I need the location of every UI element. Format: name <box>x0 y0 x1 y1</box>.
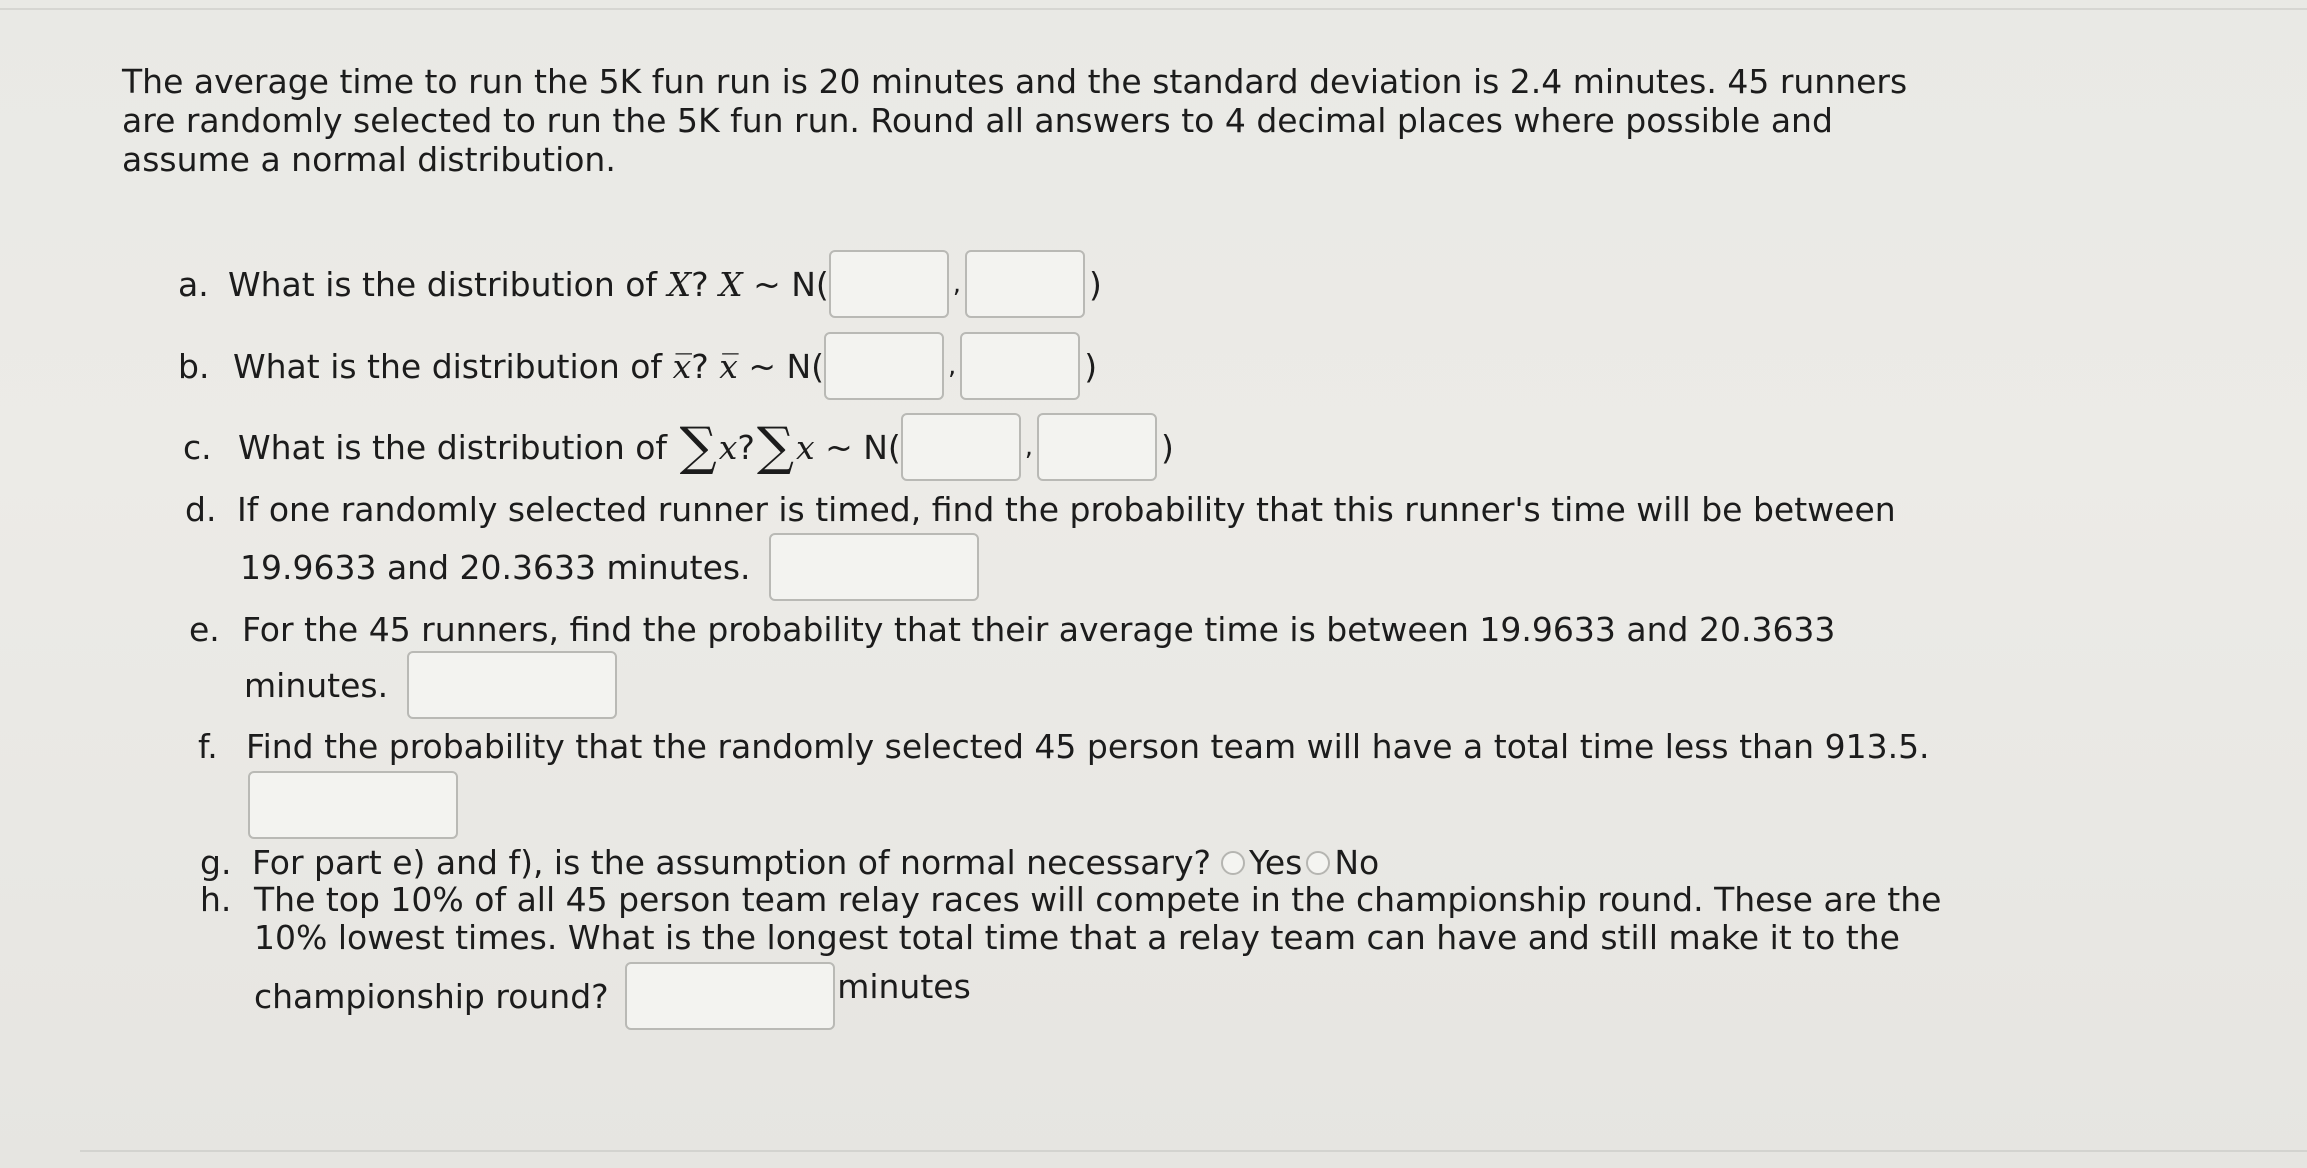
question-mark: ? <box>737 427 755 467</box>
yes-radio[interactable] <box>1221 851 1245 875</box>
answer-d-input[interactable] <box>769 533 979 601</box>
answer-f-input[interactable] <box>248 771 458 839</box>
question-a <box>178 250 1106 318</box>
answer-b-sd-input[interactable] <box>960 332 1080 400</box>
variable-xbar: x̅ <box>672 346 692 386</box>
variable-x-repeat: X <box>719 264 743 304</box>
close-paren: ) <box>1161 427 1174 467</box>
variable-x: x <box>718 427 738 467</box>
question-mark: ? <box>691 264 709 304</box>
question-g <box>200 843 1379 882</box>
question-c-letter: c. <box>183 427 212 467</box>
bottom-divider <box>80 1150 2307 1152</box>
normal-notation: ~ N( <box>825 427 901 467</box>
comma: , <box>948 351 957 381</box>
question-h-text3: championship round? <box>254 976 609 1016</box>
question-h <box>200 880 1941 919</box>
normal-notation: ~ N( <box>753 264 829 304</box>
no-radio[interactable] <box>1306 851 1330 875</box>
question-d-line2 <box>240 533 979 601</box>
normal-notation: ~ N( <box>748 346 825 386</box>
comma: , <box>952 269 962 299</box>
answer-h-input[interactable] <box>625 962 835 1030</box>
question-h-letter: h. <box>200 880 232 919</box>
question-e-letter: e. <box>189 610 220 649</box>
question-a-text: What is the distribution of <box>228 264 658 304</box>
close-paren: ) <box>1089 264 1102 304</box>
question-d-text: If one randomly selected runner is timed, find the probability that this runner's time will be between <box>237 490 1896 529</box>
question-b-letter: b. <box>178 346 210 386</box>
answer-e-input[interactable] <box>407 651 617 719</box>
question-e-text2: minutes. <box>244 665 389 705</box>
answer-a-mean-input[interactable] <box>829 250 949 318</box>
variable-x: X <box>667 264 692 304</box>
question-h-line2 <box>254 918 1900 957</box>
problem-intro: The average time to run the 5K fun run is 20 minutes and the standard deviation is 2.4 minutes. 45 runners are randomly selected to run the 5K fun run. Round all answers to 4 decimal places where possible and assume a normal distribution. <box>122 62 1908 179</box>
variable-x-repeat: x <box>795 427 815 467</box>
question-f-letter: f. <box>198 727 218 766</box>
question-d-text2: 19.9633 and 20.3633 minutes. <box>240 547 751 587</box>
question-g-text: For part e) and f), is the assumption of normal necessary? <box>252 843 1212 882</box>
no-label[interactable]: No <box>1334 843 1380 882</box>
answer-a-sd-input[interactable] <box>965 250 1085 318</box>
question-h-text: The top 10% of all 45 person team relay races will compete in the championship round. These are the <box>254 880 1942 919</box>
answer-c-mean-input[interactable] <box>901 413 1021 481</box>
question-mark: ? <box>691 346 709 386</box>
sigma-symbol-repeat: ∑ <box>756 417 794 477</box>
question-b <box>178 332 1101 400</box>
question-h-text2: 10% lowest times. What is the longest total time that a relay team can have and still make it to the <box>254 918 1900 957</box>
question-b-text: What is the distribution of <box>233 346 663 386</box>
question-f-text: Find the probability that the randomly selected 45 person team will have a total time less than 913.5. <box>246 727 1930 766</box>
question-d-letter: d. <box>185 490 217 529</box>
question-e <box>189 610 1835 649</box>
question-c <box>183 413 1178 481</box>
question-a-letter: a. <box>178 264 209 304</box>
yes-label[interactable]: Yes <box>1249 843 1303 882</box>
question-e-text: For the 45 runners, find the probability that their average time is between 19.9633 and 20.3633 <box>242 610 1836 649</box>
question-h-line3 <box>254 962 971 1030</box>
question-f <box>198 727 1930 766</box>
variable-xbar-repeat: x̅ <box>719 346 738 386</box>
answer-b-mean-input[interactable] <box>824 332 944 400</box>
question-g-letter: g. <box>200 843 232 882</box>
question-d <box>185 490 1896 529</box>
answer-c-sd-input[interactable] <box>1037 413 1157 481</box>
close-paren: ) <box>1084 346 1098 386</box>
question-c-text: What is the distribution of <box>238 427 668 467</box>
top-divider <box>0 8 2307 10</box>
minutes-unit: minutes <box>837 966 971 1006</box>
question-e-line2 <box>244 651 617 719</box>
comma: , <box>1024 432 1034 462</box>
sigma-symbol: ∑ <box>679 417 717 477</box>
